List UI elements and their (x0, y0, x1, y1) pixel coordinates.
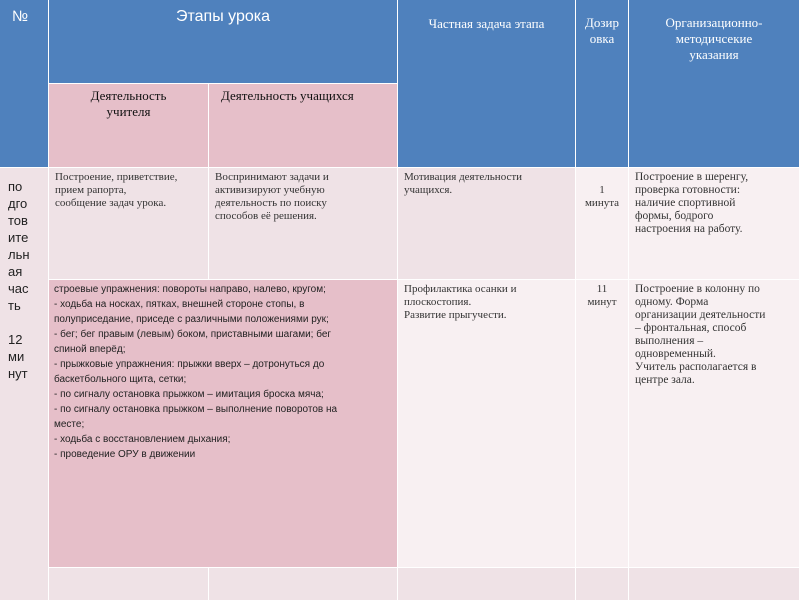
header-dose (576, 0, 629, 168)
row1-dose-text: 1 минута (584, 184, 620, 209)
row1-notes (629, 168, 800, 280)
row1-students-text: Воспринимают задачи и активизируют учебную деятельность по поиску способов её решения. (215, 171, 329, 222)
header-dose-text: Дозир овка (585, 15, 619, 46)
row2-dose (576, 280, 629, 568)
header-stages (49, 0, 398, 84)
row3-dose (576, 568, 629, 600)
row2-exercises-text: строевые упражнения: повороты направо, налево, кругом; - ходьба на носках, пятках, внешней стороне стопы, в полуприседание, приседе с различными положениями рук; - бег; бег правым (левым) боком, приставными шагами; бег спиной вперёд; - прыжковые упражнения: прыжки вверх – дотронуться до баскетбольного щита, сетки; - по сигналу остановка прыжком – имитация броска мяча; - по сигналу остановка прыжком – выполнение поворотов на месте; - ходьба с восстановлением дыхания; - проведение ОРУ в движении (54, 284, 338, 460)
header-students (209, 84, 398, 168)
header-notes-text: Организационно- методичсекие указания (665, 15, 763, 62)
row1-students (209, 168, 398, 280)
header-task-text: Частная задача этапа (428, 16, 545, 31)
row1-dose (576, 168, 629, 280)
row1-task (398, 168, 576, 280)
row2-notes (629, 280, 800, 568)
row1-task-text: Мотивация деятельности учащихся. (404, 171, 523, 196)
header-teacher-text: Деятельность учителя (90, 88, 167, 119)
row1-notes-text: Построение в шеренгу, проверка готовности: наличие спортивной формы, бодрого настроения на работу. (635, 171, 749, 235)
row3-teacher (49, 568, 209, 600)
row1-teacher-text: Построение, приветствие, прием рапорта, сообщение задач урока. (55, 171, 178, 209)
row2-task (398, 280, 576, 568)
row2-notes-text: Построение в колонну по одному. Форма организации деятельности – фронтальная, способ выполнения – одновременный. Учитель располагается в центре зала. (635, 283, 766, 386)
header-notes (629, 0, 800, 168)
row3-students (209, 568, 398, 600)
header-number (0, 0, 49, 168)
header-task (398, 0, 576, 168)
header-number-text: № (12, 8, 29, 25)
header-stages-text: Этапы урока (175, 8, 271, 25)
section-label-text: по дго тов ите льн ая час ть 12 ми нут (8, 179, 30, 381)
row2-task-text: Профилактика осанки и плоскостопия. Развитие прыгучести. (404, 283, 517, 321)
section-label (0, 168, 49, 600)
header-teacher (49, 84, 209, 168)
row3-task (398, 568, 576, 600)
row3-notes (629, 568, 800, 600)
row1-teacher (49, 168, 209, 280)
row2-exercises (49, 280, 398, 568)
header-students-text: Деятельность учащихся (221, 88, 354, 103)
row2-dose-text: 11 минут (587, 283, 617, 308)
